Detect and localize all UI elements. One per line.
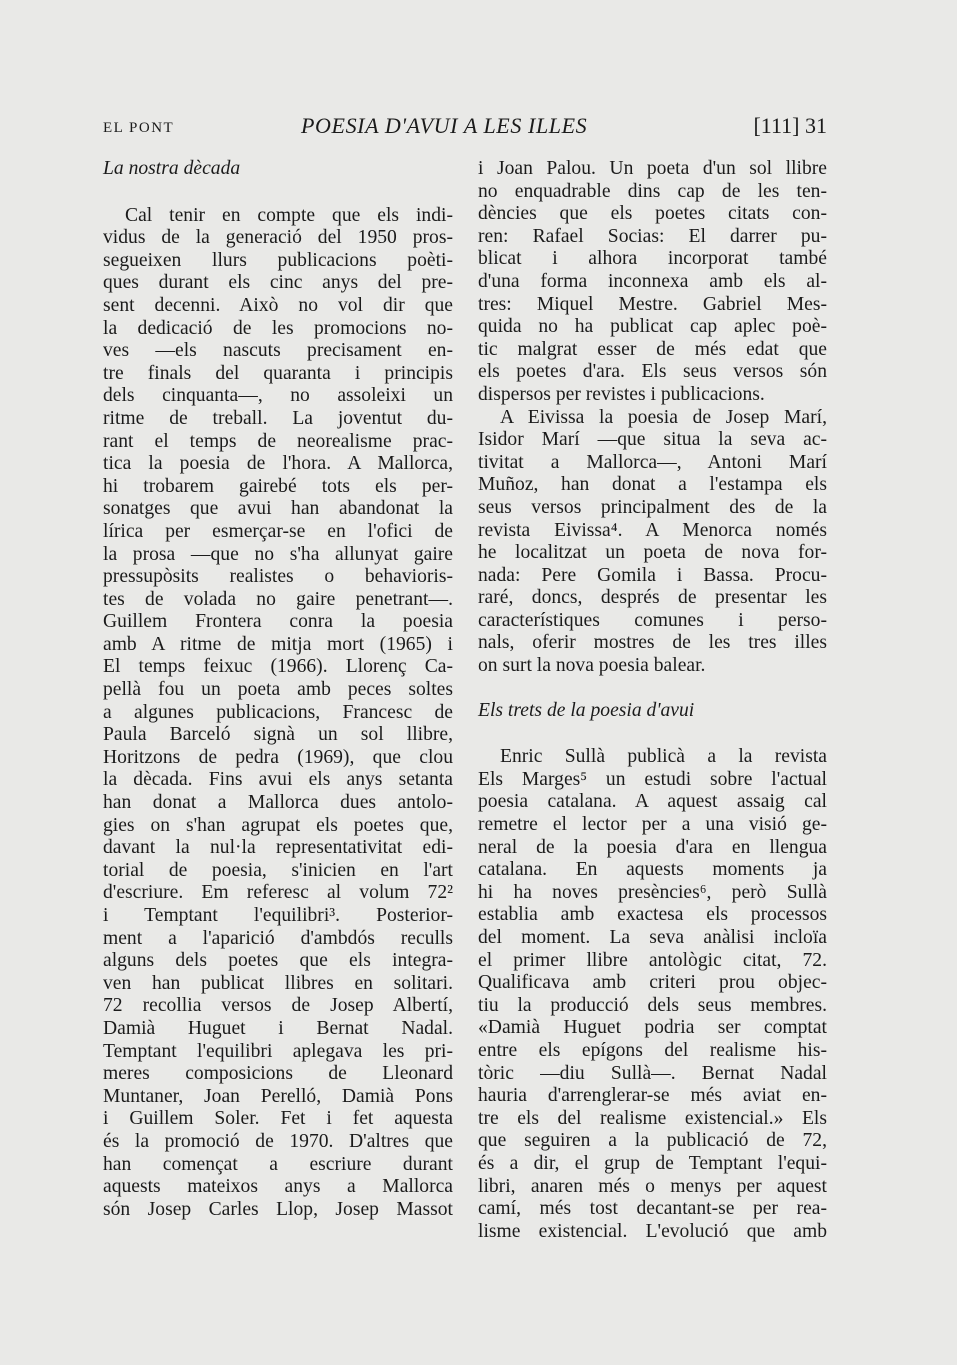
- text-line: El temps feixuc (1966). Llorenç Ca-: [103, 656, 453, 678]
- text-line: seus versos principalment des de la: [478, 496, 827, 518]
- text-line: tre els del realisme existencial.» Els: [478, 1107, 827, 1129]
- text-line: raré, doncs, després de presentar les: [478, 587, 827, 609]
- text-line: he localitzat un poeta de nova for-: [478, 542, 827, 564]
- text-line: 72 recollia versos de Josep Albertí,: [103, 995, 453, 1017]
- text-line: hauria d'arrenglerar-se més aviat en-: [478, 1085, 827, 1107]
- left-paragraph: [103, 205, 453, 1222]
- text-line: pressupòsits realistes o behavioris-: [103, 566, 453, 588]
- text-line: Damià Huguet i Bernat Nadal.: [103, 1017, 453, 1039]
- text-line: segueixen llurs publicacions poèti-: [103, 249, 453, 271]
- text-line: hi ha noves presències⁶, però Sullà: [478, 881, 827, 903]
- text-line: ves —els nascuts precisament en-: [103, 340, 453, 362]
- running-header: [103, 113, 827, 145]
- text-line: sent decenni. Això no vol dir que: [103, 294, 453, 316]
- text-line: del moment. La seva anàlisi incloïa: [478, 927, 827, 948]
- text-line: ven han publicat llibres en solitari.: [103, 972, 453, 994]
- section-heading-decade: La nostra dècada: [103, 158, 241, 179]
- page-number: [111] 31: [753, 113, 827, 138]
- text-line: tica la poesia de l'hora. A Mallorca,: [103, 453, 453, 475]
- text-line: libri, anaren més o menys per aquest: [478, 1175, 827, 1197]
- text-line: on surt la nova poesia balear.: [478, 655, 706, 677]
- text-line: tre finals del quaranta i principis: [103, 362, 453, 384]
- text-line: no enquadrable dins cap de les ten-: [478, 180, 827, 202]
- text-line: que seguiren a la publicació de 72,: [478, 1130, 827, 1152]
- text-line: Paula Barceló signà un sol llibre,: [103, 724, 453, 746]
- text-line: aquests mateixos anys a Mallorca: [103, 1176, 453, 1198]
- text-line: a algunes publicacions, Francesc de: [103, 701, 453, 723]
- text-line: Temptant l'equilibri aplegava les pri-: [103, 1040, 453, 1062]
- text-line: Isidor Marí —que situa la seva ac-: [478, 429, 827, 451]
- text-line: davant la nul·la representativitat edi-: [103, 837, 453, 859]
- text-line: blicat i alhora incorporat també: [478, 248, 827, 270]
- text-line: la dècada. Fins avui els anys setanta: [103, 769, 453, 791]
- text-line: remetre el lector per a una visió ge-: [478, 814, 827, 836]
- text-line: els poetes d'ara. Els seus versos són: [478, 361, 827, 383]
- right-paragraph-traits: [478, 746, 827, 1243]
- text-line: Guillem Frontera conra la poesia: [103, 611, 453, 633]
- text-line: poesia catalana. A aquest assaig cal: [478, 791, 827, 813]
- text-line: tes de volada no gaire penetrant—.: [103, 588, 453, 610]
- left-column: [103, 158, 453, 1221]
- right-column: [478, 158, 827, 1243]
- text-line: ment a l'aparició d'ambdós reculls: [103, 927, 453, 949]
- text-line: dels cinquanta—, no assoleixi un: [103, 385, 453, 407]
- text-line: Horitzons de pedra (1969), que clou: [103, 746, 453, 768]
- text-line: pellà fou un poeta amb peces soltes: [103, 679, 453, 701]
- text-line: Enric Sullà publicà a la revista: [500, 746, 827, 768]
- text-line: el primer llibre antològic citat, 72.: [478, 949, 827, 971]
- text-line: camí, més tost decantant-se per rea-: [478, 1198, 827, 1220]
- text-line: neral de la poesia d'ara en llengua: [478, 836, 827, 858]
- text-line: Qualificava amb criteri prou objec-: [478, 972, 827, 994]
- text-line: hi trobarem gairebé tots els per-: [103, 475, 453, 497]
- text-line: i Joan Palou. Un poeta d'un sol llibre: [478, 158, 827, 179]
- text-line: d'escriure. Em referesc al volum 72²: [103, 882, 453, 904]
- text-line: característiques comunes i perso-: [478, 609, 827, 631]
- text-line: ques durant els cinc anys del pre-: [103, 272, 453, 294]
- text-line: són Josep Carles Llop, Josep Massot: [103, 1198, 453, 1220]
- text-line: d'una forma inconnexa amb els al-: [478, 270, 827, 292]
- text-line: nada: Pere Gomila i Bassa. Procu-: [478, 564, 827, 586]
- text-line: tòric —diu Sullà—. Bernat Nadal: [478, 1062, 827, 1084]
- text-line: ren: Rafael Socias: El darrer pu-: [478, 225, 827, 247]
- text-line: amb A ritme de mitja mort (1965) i: [103, 633, 453, 655]
- text-line: Els Marges⁵ un estudi sobre l'actual: [478, 768, 827, 790]
- text-line: quida no ha publicat cap aplec poè-: [478, 316, 827, 338]
- text-line: tres: Miquel Mestre. Gabriel Mes-: [478, 293, 827, 315]
- text-line: gies on s'han agrupat els poetes que,: [103, 814, 453, 836]
- text-line: i Guillem Soler. Fet i fet aquesta: [103, 1108, 453, 1130]
- text-line: sonatges que avui han abandonat la: [103, 498, 453, 520]
- text-line: tivitat a Mallorca—, Antoni Marí: [478, 451, 827, 473]
- section-heading-traits: Els trets de la poesia d'avui: [478, 699, 695, 721]
- text-line: és la promoció de 1970. D'altres que: [103, 1130, 453, 1152]
- text-line: tiu la producció dels seus membres.: [478, 994, 827, 1016]
- text-line: la dedicació de les promocions no-: [103, 317, 453, 339]
- text-line: torial de poesia, s'inicien en l'art: [103, 859, 453, 881]
- text-line: dispersos per revistes i publicacions.: [478, 383, 765, 405]
- text-line: alguns dels poetes que els integra-: [103, 950, 453, 972]
- text-line: la prosa —que no s'ha allunyat gaire: [103, 543, 453, 565]
- journal-name: EL PONT: [103, 120, 175, 136]
- text-line: tic malgrat esser de més edat que: [478, 338, 827, 360]
- text-line: nals, oferir mostres de les tres illes: [478, 632, 827, 654]
- text-line: entre els epígons del realisme his-: [478, 1039, 827, 1061]
- text-line: han començat a escriure durant: [103, 1153, 453, 1175]
- text-line: vidus de la generació del 1950 pros-: [103, 227, 453, 249]
- text-line: és a dir, el grup de Temptant l'equi-: [478, 1152, 827, 1174]
- text-line: rant el temps de neorealisme prac-: [103, 430, 453, 452]
- article-title: POESIA D'AVUI A LES ILLES: [301, 113, 588, 138]
- right-paragraphs-top: [478, 158, 827, 678]
- text-line: Muntaner, Joan Perelló, Damià Pons: [103, 1085, 453, 1107]
- text-line: ritme de treball. La joventut du-: [103, 407, 453, 429]
- text-line: A Eivissa la poesia de Josep Marí,: [500, 406, 827, 428]
- text-line: lírica per esmerçar-se en l'ofici de: [103, 520, 453, 542]
- text-line: lisme existencial. L'evolució que amb: [478, 1220, 827, 1242]
- text-line: i Temptant l'equilibri³. Posterior-: [103, 905, 453, 926]
- text-line: dències que els poetes citats con-: [478, 203, 827, 225]
- text-line: Cal tenir en compte que els indi-: [125, 204, 453, 226]
- text-line: establia amb exactesa els processos: [478, 904, 827, 926]
- text-line: catalana. En aquests moments ja: [478, 859, 827, 881]
- text-line: revista Eivissa⁴. A Menorca només: [478, 519, 827, 541]
- text-line: Muñoz, han donat a l'estampa els: [478, 474, 827, 496]
- text-line: meres composicions de Lleonard: [103, 1063, 453, 1085]
- text-line: han donat a Mallorca dues antolo-: [103, 792, 453, 814]
- text-line: «Damià Huguet podria ser comptat: [478, 1017, 827, 1039]
